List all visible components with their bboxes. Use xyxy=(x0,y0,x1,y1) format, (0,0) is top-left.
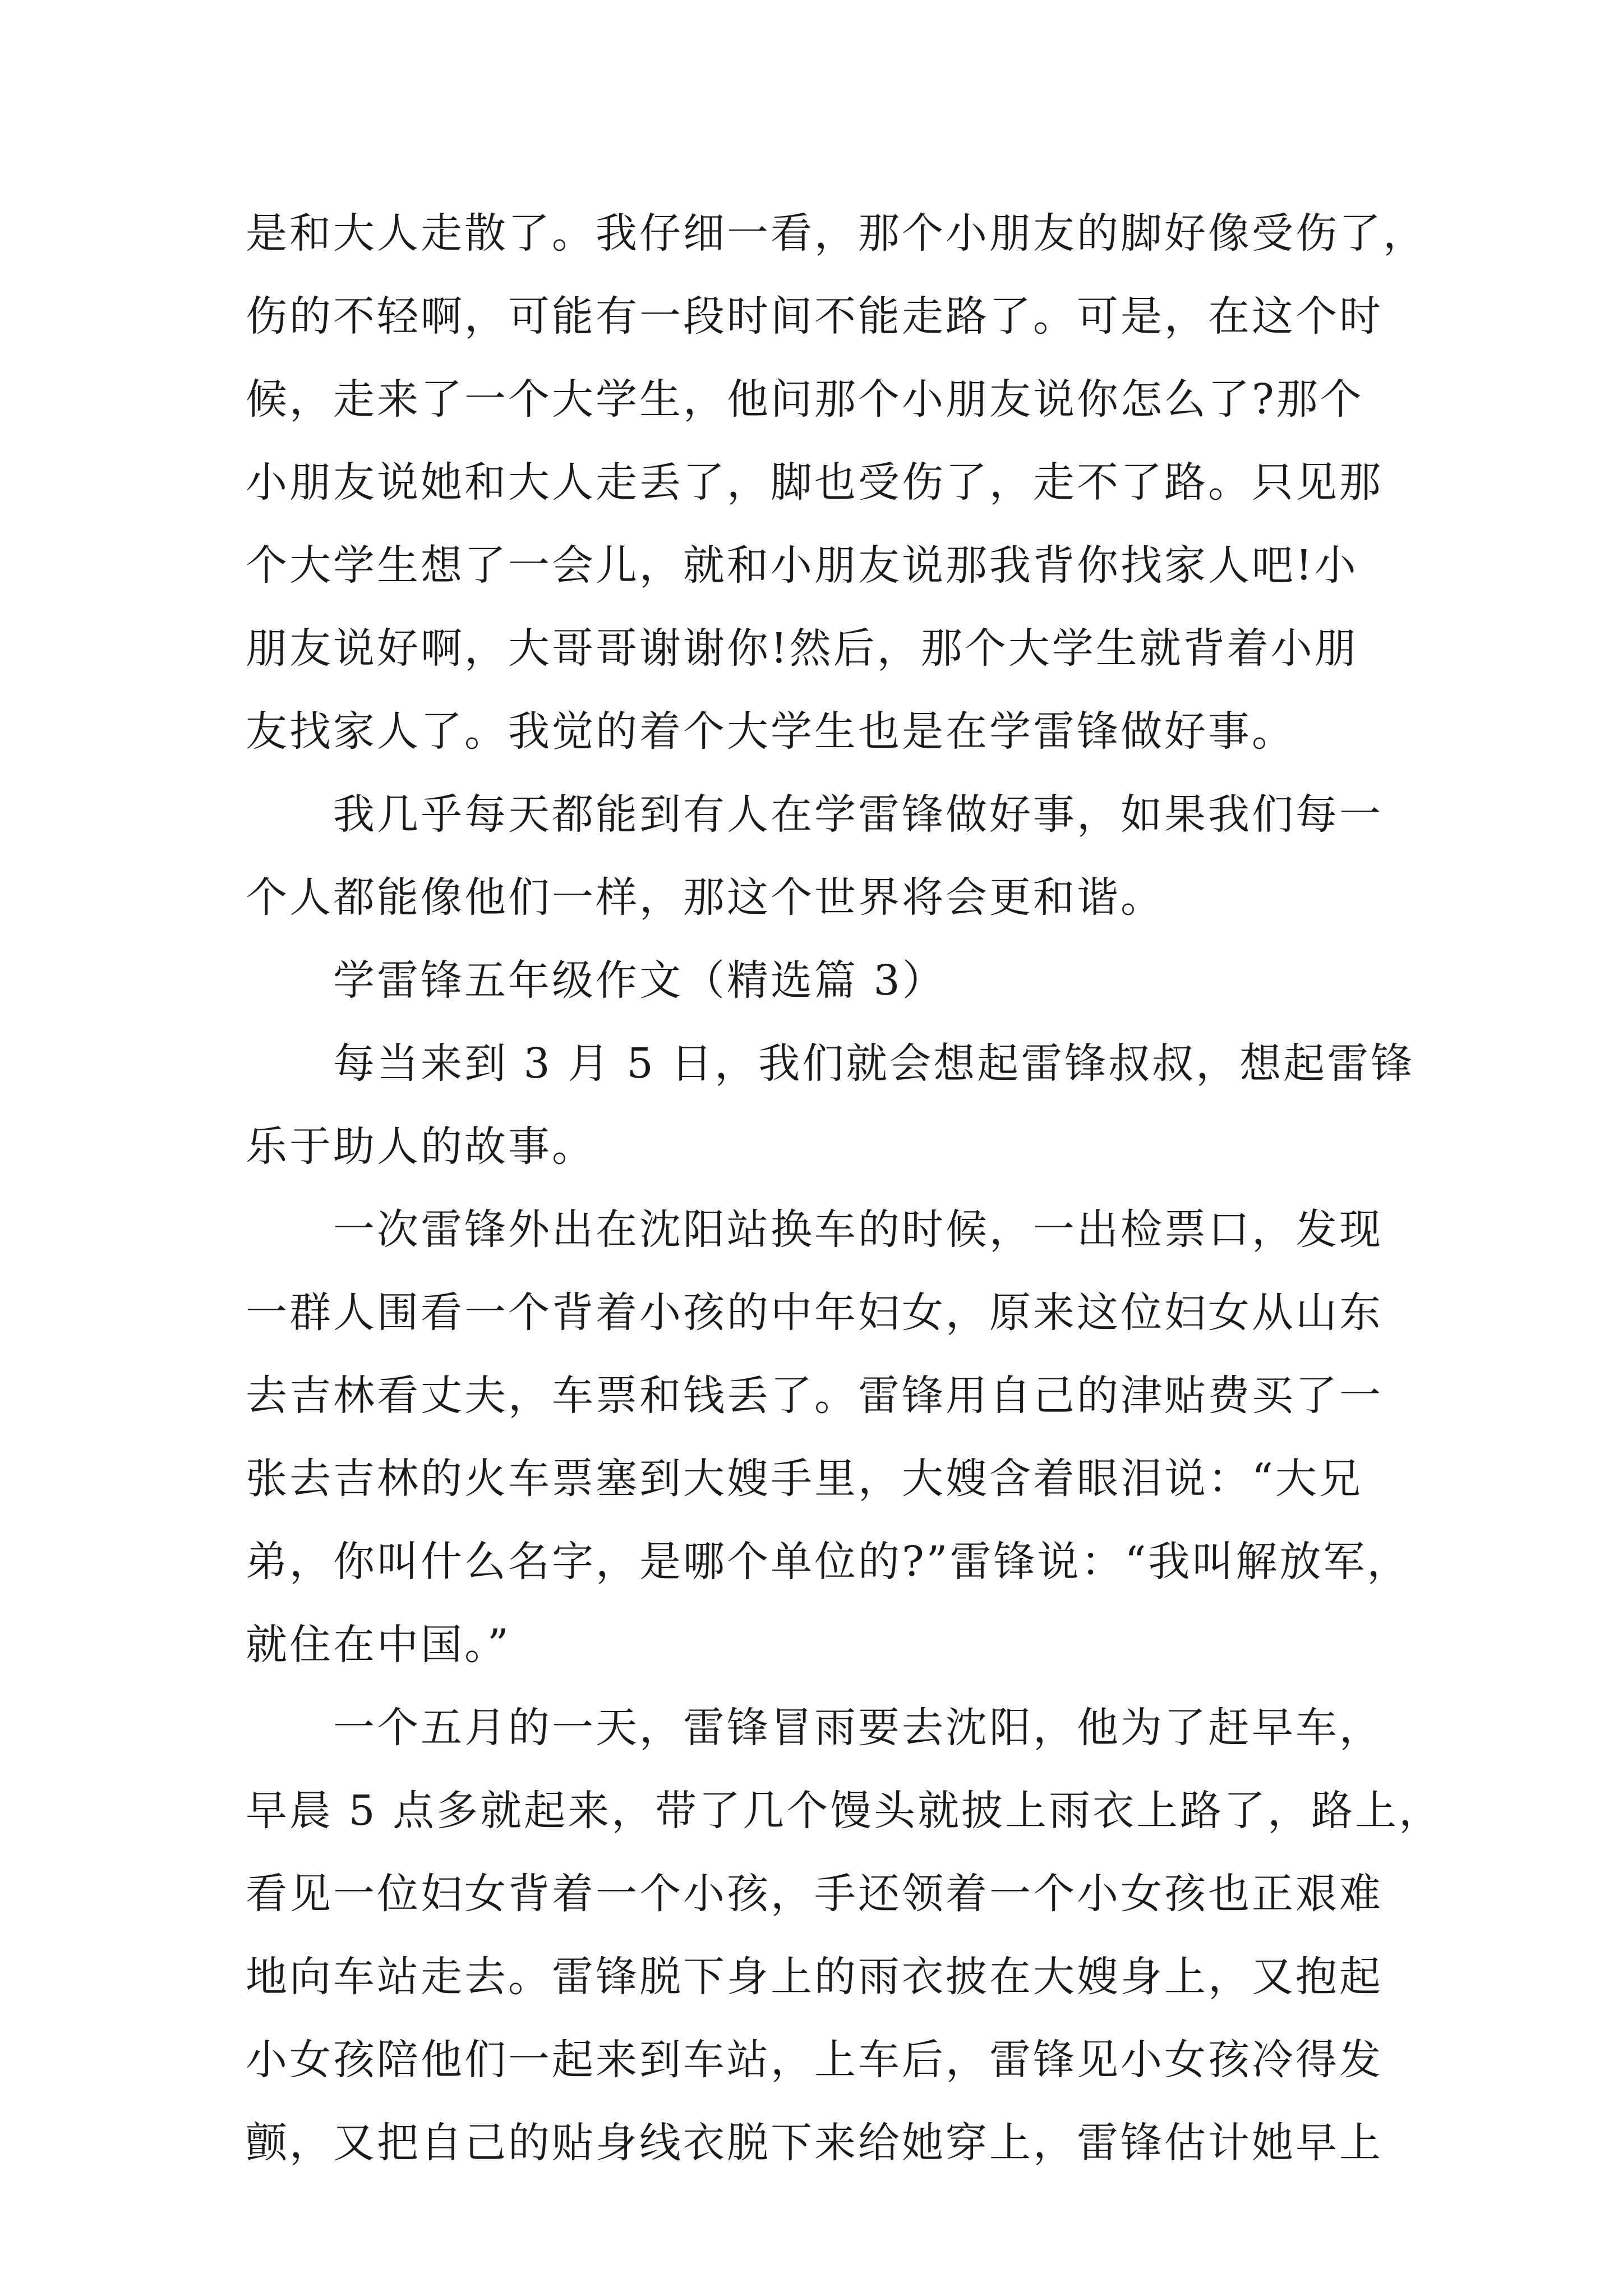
text-line: 一个五月的一天，雷锋冒雨要去沈阳，他为了赶早车， xyxy=(333,1704,1383,1752)
text-line: 朋友说好啊，大哥哥谢谢你!然后，那个大学生就背着小朋 xyxy=(246,624,1358,673)
body-text xyxy=(246,192,1443,2184)
text-line: 个大学生想了一会儿，就和小朋友说那我背你找家人吧!小 xyxy=(246,541,1358,590)
text-line: 个人都能像他们一样，那这个世界将会更和谐。 xyxy=(246,873,1164,922)
text-line: 张去吉林的火车票塞到大嫂手里，大嫂含着眼泪说：“大兄 xyxy=(246,1455,1363,1503)
text-line: 友找家人了。我觉的着个大学生也是在学雷锋做好事。 xyxy=(246,707,1295,756)
text-line: 就住在中国。” xyxy=(246,1621,511,1669)
text-line: 看见一位妇女背着一个小孩，手还领着一个小女孩也正艰难 xyxy=(246,1870,1383,1918)
text-line: 小朋友说她和大人走丢了，脚也受伤了，走不了路。只见那 xyxy=(246,458,1383,507)
text-line: 一次雷锋外出在沈阳站换车的时候，一出检票口，发现 xyxy=(333,1205,1383,1254)
text-line: 是和大人走散了。我仔细一看，那个小朋友的脚好像受伤了， xyxy=(246,209,1427,257)
text-line: 候，走来了一个大学生，他问那个小朋友说你怎么了?那个 xyxy=(246,375,1364,424)
text-line: 小女孩陪他们一起来到车站，上车后，雷锋见小女孩冷得发 xyxy=(246,2036,1383,2084)
text-line: 伤的不轻啊，可能有一段时间不能走路了。可是，在这个时 xyxy=(246,292,1383,341)
text-line: 一群人围看一个背着小孩的中年妇女，原来这位妇女从山东 xyxy=(246,1289,1383,1337)
text-line: 每当来到 3 月 5 日，我们就会想起雷锋叔叔，想起雷锋 xyxy=(333,1039,1415,1088)
text-line: 学雷锋五年级作文（精选篇 3） xyxy=(333,956,946,1005)
text-line: 颤，又把自己的贴身线衣脱下来给她穿上，雷锋估计她早上 xyxy=(246,2119,1383,2167)
text-line: 去吉林看丈夫，车票和钱丢了。雷锋用自己的津贴费买了一 xyxy=(246,1372,1383,1420)
text-line: 地向车站走去。雷锋脱下身上的雨衣披在大嫂身上，又抱起 xyxy=(246,1953,1383,2001)
text-line: 弟，你叫什么名字，是哪个单位的?”雷锋说：“我叫解放军， xyxy=(246,1538,1411,1586)
text-line: 我几乎每天都能到有人在学雷锋做好事，如果我们每一 xyxy=(333,790,1383,839)
text-line: 早晨 5 点多就起来，带了几个馒头就披上雨衣上路了，路上， xyxy=(246,1787,1443,1835)
text-line: 乐于助人的故事。 xyxy=(246,1122,596,1171)
